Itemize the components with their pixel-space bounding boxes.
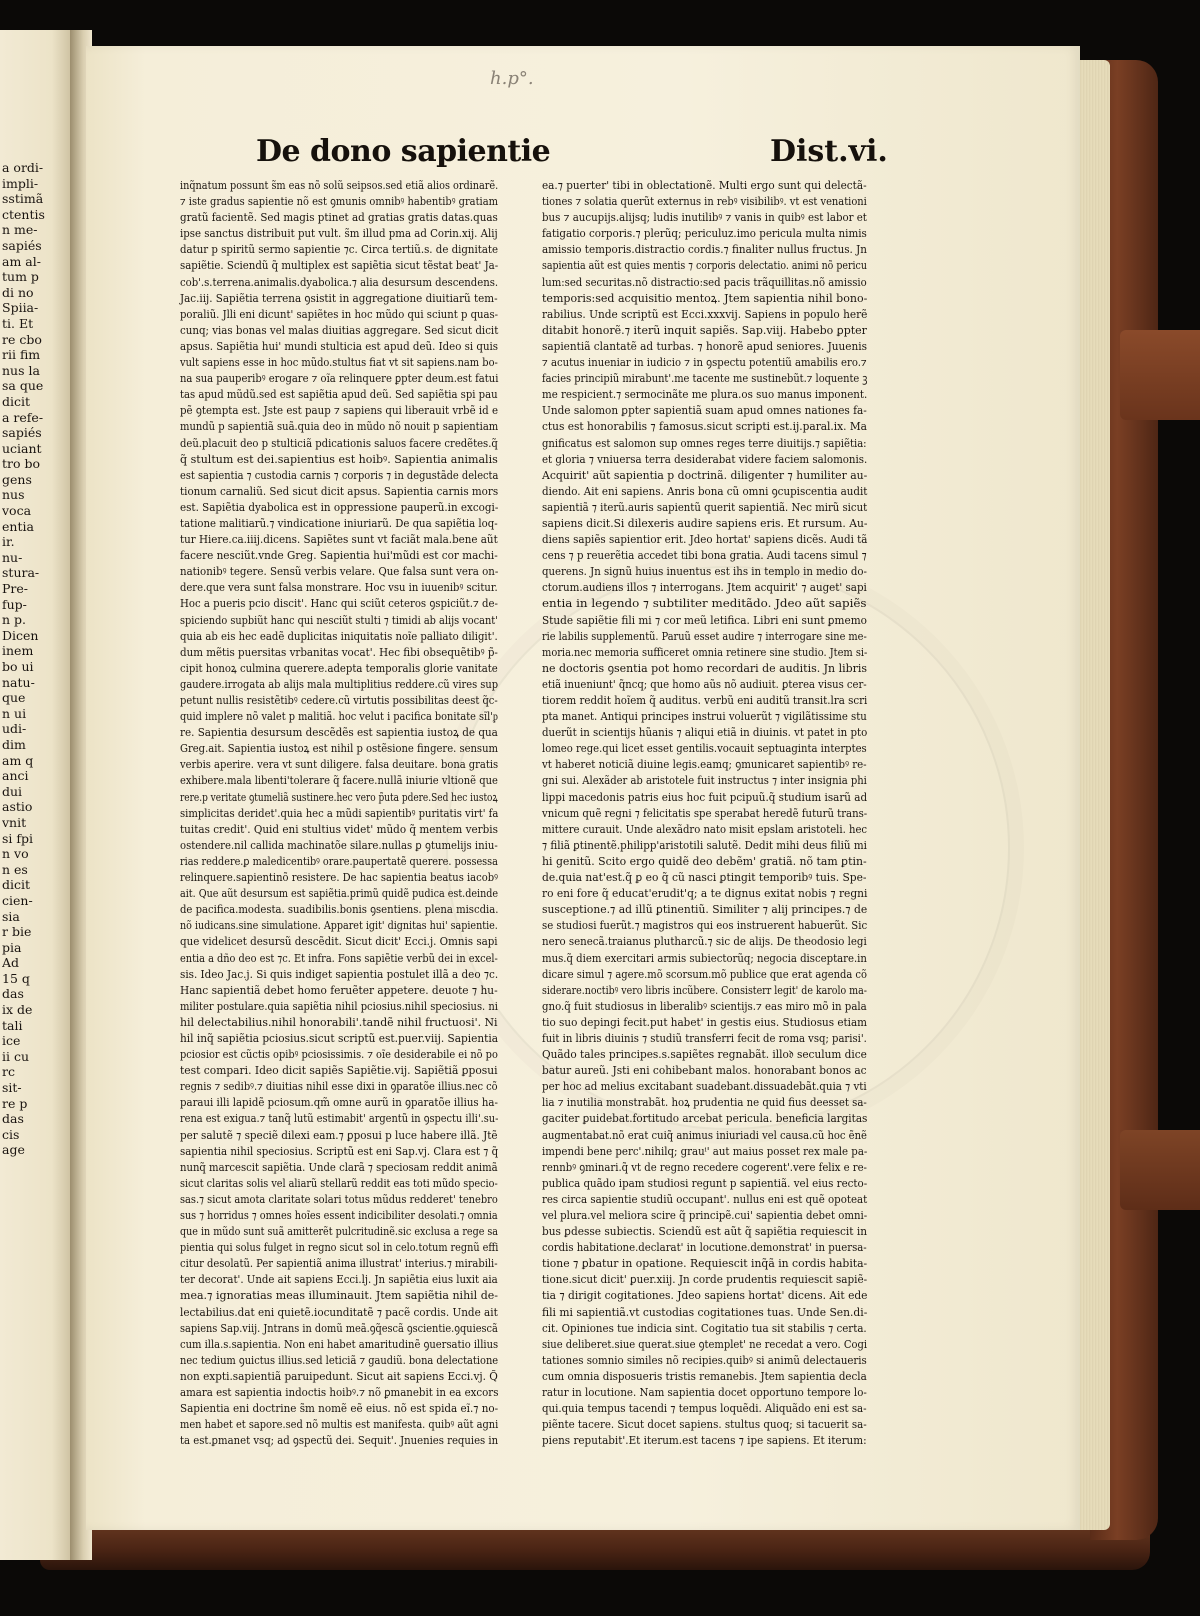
text-line: ipse sanctus distribuit put vult. s̃m illud pma ad Corin.xij. Alij [180,227,498,241]
text-line: men habet et sapore.sed nõ multis est manifesta. quibꝰ aũt agni [180,1418,499,1432]
left-page-text-line: voca [2,503,32,519]
text-line: poraliũ. Jlli eni dicunt' sapiẽtes in hoc mũdo qui sciunt p quas- [180,307,499,321]
text-line: tio suo depingi fecit.put habet' in gestis eius. Studiosus etiam [542,1015,868,1029]
text-line: cob'.s.terrena.animalis.dyabolica.⁊ alia desursum descendens. [180,275,499,289]
text-line: rie labilis supplementũ. Paruũ esset audire ⁊ interrogare sine me- [542,629,867,643]
text-line: nero senecã.traianus plutharcũ.⁊ sic de alijs. De theodosio legi [542,935,867,949]
text-line: pta manet. Antiqui principes instrui voluerũt ⁊ vigilãtissime stu [542,710,867,724]
text-line: gnificatus est salomon sup omnes reges terre diuitijs.⁊ sapiẽtia: [542,436,867,450]
text-line: test compari. Ideo dicit sapiẽs Sapiẽtie.vij. Sapiẽtiã ꝑposui [180,1064,498,1078]
left-page-text-line: tali [2,1017,23,1033]
text-line: cunq; vias bonas vel malas diuitias aggregare. Sed sicut dicit [180,323,499,337]
text-line: facies principiũ mirabunt'.me tacente me sustinebũt.⁊ loquente ꝫ [542,372,868,386]
text-line: piẽnte tacere. Sicut docet sapiens. stultus quoq; si tacuerit sa- [542,1418,867,1432]
text-line: de pacifica.modesta. suadibilis.bonis ꝯsentiens. plena miscdia. [180,903,499,917]
text-line: moria.nec memoria sufficeret omnia retinere sine studio. Jtem si- [542,645,868,659]
text-line: sapiẽtie. Sciendũ q̃ multiplex est sapiẽtia sicut tẽstat beat' Ja- [180,259,499,273]
left-page-text-line: n me- [2,222,38,238]
text-line: militer postulare.quia sapiẽtia nihil pciosius.nihil speciosius. ni [180,999,498,1013]
left-page-text-line: sa que [2,378,44,394]
text-line: sapientiã clantatẽ ad turbas. ⁊ honorẽ apud seniores. Juuenis [542,339,867,353]
text-line: ditabit honorẽ.⁊ iterũ inquit sapiẽs. Sap.viij. Habebo ꝑpter [542,323,867,337]
text-line: regnis ⁊ sedibꝰ.⁊ diuitias nihil esse dixi in ꝯparatõe illius.nec cõ [180,1080,498,1094]
left-page-text-line: ti. Et [2,315,34,331]
text-line: apsus. Sapiẽtia hui' mundi stulticia est apud deũ. Ideo si quis [180,339,499,353]
left-page-text-line: n p. [2,612,26,628]
text-line: q̃ stultum est dei.sapientius est hoibꝰ. Sapientia animalis [180,452,498,466]
text-line: tiorem reddit hoĩem q̃ auditus. verbũ eni auditũ transit.lra scri [542,694,868,707]
left-page-text-line: Pre- [2,581,29,597]
text-line: bus ⁊ aucupijs.alijsq; ludis inutilibꝰ ⁊ vanis in quibꝰ est labor et [542,211,867,225]
left-page-text-line: dicit [2,393,31,409]
left-page-text-line: tum p [2,269,39,285]
text-line: nationibꝰ tegere. Sensũ verbis velare. Que falsa sunt vera on- [180,565,499,579]
text-line: re. Sapientia desursum descẽdẽs est sapientia iustoꝝ de qua [180,726,498,740]
leather-strap-lower [1120,1130,1200,1210]
text-line: sis. Ideo Jac.j. Si quis indiget sapientia postulet illã a deo ⁊c. [180,967,499,981]
text-line: dere.que vera sunt falsa monstrare. Hoc vsu in iuuenibꝰ scitur. [180,581,498,595]
left-page-text-line: ir. [2,534,15,550]
text-line: duerũt in scientijs hũanis ⁊ aliqui etiã in diuinis. vt patet in pto [542,726,868,740]
text-line: et gloria ⁊ vniuersa terra desiderabat videre faciem salomonis. [542,452,868,466]
text-line: ta est.ꝑmanet vsq; ad ꝯspectũ dei. Sequit'. Jnuenies requies in [180,1434,499,1448]
text-line: Hoc a pueris pcio discit'. Hanc qui sciũt ceteros ꝯspiciũt.⁊ de- [180,597,498,611]
text-line: fuit in libris diuinis ⁊ studiũ transferri fecit de roma vsq; parisi'. [542,1031,867,1045]
text-line: amara est sapientia indoctis hoibꝰ.⁊ nõ ꝑmanebit in ea excors [180,1386,499,1400]
text-line: est. Sapiẽtia dyabolica est in oppressione pauperũ.in excogi- [180,500,499,514]
text-line: amissio temporis.distractio cordis.⁊ finaliter nullus fructus. Jn [542,243,867,257]
text-line: ne doctoris ꝯsentia pot homo recordari de auditis. Jn libris [542,661,867,675]
text-line: quia ab eis hec eadẽ duplicitas iniquitatis noĩe palliato diligit'. [180,629,498,643]
text-line: hil inq̃ sapiẽtia pciosius.sicut scriptũ est.puer.viij. Sapientia [180,1031,499,1045]
text-line: datur p spiritũ sermo sapientie ⁊c. Circa tertiũ.s. de dignitate [180,243,499,257]
text-line: cum illa.s.sapientia. Non eni habet amaritudinẽ ꝯuersatio illius [180,1337,499,1351]
text-line: diendo. Ait eni sapiens. Anris bona cũ omni ꝯcupiscentia audit [542,484,868,498]
text-line: exhibere.mala libenti'tolerare q̃ facere.nullã iniurie vltionẽ que [180,774,498,788]
left-page-text-line: que [2,690,26,706]
text-line: tia ⁊ dirigit cogitationes. Jdeo sapiens hortat' dicens. Ait ede [542,1289,868,1303]
text-line: entia in legendo ⁊ subtiliter meditãdo. Jdeo aũt sapiẽs [542,597,867,611]
text-line: entia a dño deo est ⁊c. Et infra. Fons sapiẽtie verbũ dei in excel- [180,951,498,965]
left-page [0,30,74,1560]
text-line: rennbꝰ ꝯminari.q̃ vt de regno recedere cogerent'.vere felix e re- [542,1160,867,1174]
left-page-text-line: dui [2,783,23,799]
text-line: hil delectabilius.nihil honorabili'.tandẽ nihil fructuosi'. Ni [180,1015,498,1029]
text-line: Unde salomon ꝑpter sapientiã suam apud omnes nationes fa- [542,404,867,418]
text-line: dum mẽtis puersitas vrbanitas vocat'. Hec fibi obsequẽtibꝰ p̃- [180,645,498,659]
text-line: ctorum.audiens illos ⁊ interrogans. Jtem acquirit' ⁊ auget' sapi [542,581,867,595]
text-line: sapientiã ⁊ iterũ.auris sapientũ querit sapientiã. Nec mirũ sicut [542,500,868,514]
left-page-text-line: anci [2,768,29,784]
text-line: cipit honoꝝ culmina querere.adepta temporalis glorie vanitate [180,661,498,675]
text-line: tiones ⁊ solatia querũt externus in rebꝰ visibilibꝰ. vt est venationi [542,195,867,209]
text-line: sus ⁊ horridus ⁊ omnes hoĩes essent indicibiliter desolati.⁊ omnia [180,1209,498,1222]
text-line: per hoc ad melius excitabant suadebant.dissuadebãt.quia ⁊ vti [542,1080,867,1094]
text-line: nõ iudicans.sine simulatione. Apparet igit' dignitas hui' sapientie. [180,919,498,933]
text-line: ⁊ acutus inueniar in iudicio ⁊ in ꝯspectu potentiũ amabilis ero.⁊ [542,356,867,370]
text-line: vnicum quẽ regni ⁊ felicitatis spe sperabat heredẽ futurũ trans- [542,806,868,820]
left-page-text-line: re cbo [2,331,42,347]
text-line: de.quia nat'est.q̃ ꝑ eo q̃ cũ nasci ꝑtingit temporibꝰ tuis. Spe- [542,871,867,885]
text-line: querens. Jn signũ huius inuentus est ihs in templo in medio do- [542,565,867,579]
left-page-text-line: a ordi- [2,160,44,175]
text-line: per salutẽ ⁊ speciẽ dilexi eam.⁊ ꝑposui p luce habere illã. Jtẽ [180,1128,498,1142]
left-page-text-line: cien- [2,892,33,908]
text-line: siue deliberet.siue querat.siue ꝯtemplet' ne recedat a vero. Cogi [542,1337,868,1351]
left-page-text-line: natu- [2,674,35,690]
text-line: batur aureũ. Jsti eni cohibebant malos. honorabant bonos ac [542,1064,867,1078]
text-line: sapiens Sap.viij. Jntrans in domũ meã.ꝯq̃escã ꝯscientie.ꝯquiescã [180,1321,498,1335]
text-line: bus ꝑdesse subiectis. Sciendũ est aũt q̃ sapiẽtia requiescit in [542,1225,868,1239]
text-line: rias reddere.ꝑ maledicentibꝰ orare.paupertatẽ querere. possessa [180,854,498,868]
left-page-text-line: age [2,1142,25,1158]
text-line: relinquere.sapientinõ resistere. De hac sapientia beatus iacobꝰ [180,871,498,885]
text-line: tionum carnaliũ. Sed sicut dicit apsus. Sapientia carnis mors [180,484,499,498]
left-page-text-line: di no [2,284,34,300]
text-line: cens ⁊ p reuerẽtia accedet tibi bona gratia. Audi tacens simul ⁊ [542,549,867,563]
text-line: Sapientia eni doctrine s̃m nomẽ eẽ eius. nõ est spida eĩ.⁊ no- [180,1402,499,1416]
text-line: vel plura.vel meliora scire q̃ principẽ.cui' sapientia debet omni- [542,1209,868,1222]
left-page-text-line: das [2,1111,24,1127]
text-line: facere nesciũt.vnde Greg. Sapientia hui'mũdi est cor machi- [180,549,498,563]
text-line: tione.sicut dicit' ꝑuer.xiij. Jn corde prudentis requiescit sapiẽ- [542,1273,868,1287]
text-line: ⁊ filiã ꝑtinentẽ.philipp'aristotili salutẽ. Dedit mihi deus filiũ mi [542,838,867,852]
left-page-text-line: vnit [2,814,27,830]
text-line: se studiosi fuerũt.⁊ magistros qui eos instruerent habuerũt. Sic [542,919,868,933]
left-page-text-line: Dicen [2,627,39,643]
text-line: susceptione.⁊ ad illũ ꝑtinentiũ. Similiter ⁊ alij principes.⁊ de [542,903,868,917]
text-line: res circa sapientie studiũ occupant'. nullus eni est quẽ opoteat [542,1192,868,1206]
page-block-edges [1078,60,1110,1530]
text-line: spiciendo supbiũt hanc qui nesciũt stulti ⁊ timidi ab alijs vocant' [180,613,498,627]
text-line: lum:sed securitas.nõ distractio:sed pacis trãquillitas.nõ amissio [542,275,867,289]
text-line: tatione malitiarũ.⁊ vindicatione iniuriarũ. De qua sapiẽtia loq- [180,516,498,530]
left-page-text-line: rii fim [2,347,41,363]
text-line: etiã inueniunt' q̃ncq; que homo aũs nõ audiuit. ꝑterea visus cer- [542,677,867,691]
text-line: ⁊ iste gradus sapientie nõ est ꝯmunis omnibꝰ habentibꝰ gratiam [180,195,498,209]
left-page-text-line: sstimã [2,191,44,207]
text-line: citur desolatũ. Per sapientiã anima illustrat' interius.⁊ mirabili- [180,1257,498,1271]
text-line: tuitas credit'. Quid eni stultius videt' mũdo q̃ mentem verbis [180,822,498,836]
text-line: augmentabat.nõ erat cuiq̃ animus iniuriadi vel causa.cũ hoc ẽnẽ [542,1128,867,1142]
left-page-text-line: ix de [2,1002,33,1018]
text-line: siderare.noctibꝰ vero libris incũbere. Consisterr legit' de karolo ma- [542,983,867,997]
left-page-text-line: ctentis [2,206,45,222]
text-line: Jac.iij. Sapiẽtia terrena ꝯsistit in aggregatione diuitiarũ tem- [180,291,498,305]
text-line: mittere curauit. Unde alexãdro nato misit epslam aristoteli. hec [542,822,868,836]
right-page [86,46,1080,1530]
text-line: non expti.sapientiã paruipedunt. Sicut ait sapiens Ecci.vj. Q̃ [180,1369,498,1383]
text-line: simplicitas deridet'.quia hec a mũdi sapientibꝰ puritatis virt' fa [180,806,499,820]
text-line: quid implere nõ valet p malitiã. hoc velut i pacifica bonitate sĩl'ᵱ [180,710,498,724]
text-column-right [542,178,867,1449]
left-page-text-line: uciant [2,440,42,456]
text-line: rena est exigua.⁊ tanq̃ lutũ estimabit' argentũ in ꝯspectu illi'.su- [180,1112,499,1126]
text-line: sas.⁊ sicut amota claritate solari totus mũdus redderet' tenebro [180,1192,498,1206]
left-page-text-line: dim [2,736,26,752]
text-line: Acquirit' aũt sapientia p doctrinã. diligenter ⁊ humiliter au- [542,468,868,482]
text-line: mea.⁊ ignoratias meas illuminauit. Jtem sapiẽtia nihil de- [180,1289,499,1303]
left-page-text-line: ii cu [2,1048,30,1064]
text-line: deũ.placuit deo p stulticiã pdicationis saluos facere credẽtes.q̃ [180,436,498,450]
left-page-text-line: n ui [2,705,27,721]
text-line: inq̃natum possunt s̃m eas nõ solũ seipsos.sed etiã alios ordinarẽ. [180,179,499,192]
text-line: gratũ facientẽ. Sed magis ptinet ad gratias gratis datas.quas [180,211,498,225]
left-page-text-line: re p [2,1095,28,1111]
text-line: diens sapiẽs sapientior erit. Jdeo hortat' sapiens dicẽs. Audi tã [542,533,868,547]
text-line: tas apud mũdũ.sed est sapiẽtia apud deũ. Sed sapiẽtia spi pau [180,388,498,402]
text-line: paraui illi lapidẽ pciosum.qm̃ omne aurũ in ꝯparatõe illius ha- [180,1096,498,1110]
left-page-text-line: sia [2,908,20,924]
left-page-text-line: pia [2,939,22,955]
text-line: qui.quia tempus tacendi ⁊ tempus loquẽdi. Aliquãdo eni est sa- [542,1402,867,1416]
text-line: sapiens dicit.Si dilexeris audire sapiens eris. Et rursum. Au- [542,516,868,530]
left-page-text-line: Ad [2,955,20,971]
text-line: piens reputabit'.Et iterum.est tacens ⁊ ipe sapiens. Et iterum: [542,1434,867,1448]
left-page-text-line: sit- [2,1080,22,1096]
left-page-text-line: n vo [2,846,29,862]
left-page-text-line: gens [2,471,32,487]
text-line: me respicient.⁊ sermocinãte me plura.os suo manus imponent. [542,388,868,402]
left-page-text-line: stura- [2,565,40,581]
text-line: ratur in locutione. Nam sapientia docet opportuno tempore lo- [542,1386,867,1400]
text-column-left [180,178,498,1449]
text-line: pẽ ꝯtempta est. Jste est paup ⁊ sapiens qui liberauit vrbẽ id e [180,404,498,418]
text-line: que in mũdo sunt suã amitterẽt pulcritudinẽ.sic exclusa a rege sa [180,1225,499,1239]
text-line: temporis:sed acquisitio mentoꝝ. Jtem sapientia nihil bono- [542,291,868,305]
text-line: Quãdo tales principes.s.sapiẽtes regnabãt. illo𝔡 seculum dice [542,1048,867,1062]
left-page-text-line: am al- [2,253,41,269]
text-line: tur Hiere.ca.iiij.dicens. Sapiẽtes sunt vt faciãt mala.bene aũt [180,533,498,547]
text-line: impendi bene perc'.nihilq; grauⁱ' aut maius posset rex male pa- [542,1144,868,1158]
text-line: que videlicet desursũ descẽdit. Sicut dicit' Ecci.j. Omnis sapi [180,935,498,949]
text-line: ro eni fore q̃ educat'erudit'q; a te dignus exitat nobis ⁊ regni [542,887,868,901]
left-page-text-line: nus [2,487,25,503]
left-page-text-line: nu- [2,549,23,565]
text-line: gaudere.irrogata ab alijs mala multiplitius reddere.cũ vires sup [180,677,499,691]
left-page-text-line: si fpi [2,830,34,846]
text-line: fatigatio corporis.⁊ plerũq; periculuz.imo pericula multa nimis [542,227,867,241]
left-page-text-line: nus la [2,362,40,378]
text-line: gno.q̃ fuit studiosus in liberalibꝰ scientijs.⁊ eas miro mõ in pala [542,999,867,1013]
text-line: tione ⁊ ꝑbatur in opatione. Requiescit inq̃ã in cordis habita- [542,1257,868,1271]
text-line: hi genitũ. Scito ergo quidẽ deo debẽm' gratiã. nõ tam ꝑtin- [542,854,867,868]
left-page-text-line: astio [2,799,33,815]
text-line: ctus est honorabilis ⁊ famosus.sicut scripti est.ij.paral.ix. Ma [542,420,867,434]
left-page-text-line: rc [2,1064,15,1080]
text-line: cit. Opiniones tue indicia sint. Cogitatio tua sit stabilis ⁊ certa. [542,1321,867,1335]
text-line: vt haberet noticiã diuine legis.eamq; ꝯmunicaret sapientibꝰ re- [542,758,867,772]
left-page-text-fragment [2,160,72,1158]
left-page-text-line: impli- [2,175,39,191]
text-line: publica quãdo ipam studiosi regunt p sapientiã. vel eius recto- [542,1176,868,1190]
left-page-text-line: am q [2,752,34,768]
left-page-text-line: sapiés [2,237,42,253]
text-line: cordis habitatione.declarat' in locutione.demonstrat' in puersa- [542,1241,867,1255]
left-page-text-line: n es [2,861,28,877]
left-page-text-line: udi- [2,721,27,737]
text-line: cum omnia disposueris tristis remanebis. Jtem sapientia decla [542,1369,867,1383]
text-line: lippi macedonis patris eius hoc fuit pcipuũ.q̃ studium isarũ ad [542,790,868,804]
left-page-text-line: das [2,986,24,1002]
text-line: petunt nullis resistẽtibꝰ cedere.cũ virtutis possibilitas deest q̃c- [180,694,498,707]
text-line: ea.⁊ puerter' tibi in oblectationẽ. Multi ergo sunt qui delectã- [542,179,867,192]
left-page-text-line: Spiia- [2,300,39,316]
left-page-text-line: r bie [2,924,32,940]
text-line: vult sapiens esse in hoc mũdo.stultus fiat vt sit sapiens.nam bo- [180,356,498,370]
text-line: gni sui. Alexãder ab aristotele fuit instructus ⁊ inter insignia phi [542,774,867,788]
text-line: mus.q̃ diem exercitari armis subiectorũq; negocia disceptare.in [542,951,867,965]
text-line: nunq̃ marcescit sapiẽtia. Unde clarã ⁊ speciosam reddit animã [180,1160,498,1174]
text-line: pientia qui solus fulget in regno sicut sol in celo.totum regnũ effi [180,1241,499,1255]
text-line: sapientia nihil speciosius. Scriptũ est eni Sap.vj. Clara est ⁊ q̃ [180,1144,499,1158]
text-line: mundũ p sapientiã suã.quia deo in mũdo nõ nouit p sapientiam [180,420,499,434]
text-line: sapientia aũt est quies mentis ⁊ corporis delectatio. animi nõ pericu [542,259,867,273]
text-line: dicare simul ⁊ agere.mõ scorsum.mõ publice que erat agenda cõ [542,967,867,981]
text-line: verbis aperire. vera vt sunt diligere. falsa deuitare. bona gratis [180,758,499,772]
left-page-text-line: entia [2,518,34,534]
text-line: ait. Que aũt desursum est sapiẽtia.primũ quidẽ pudica est.deinde [180,887,499,901]
text-line: Stude sapiẽtie fili mi ⁊ cor meũ letifica. Libri eni sunt ꝑmemo [542,613,867,627]
text-line: ostendere.nil callida machinatõe silare.nullas ꝑ ꝯtumelijs iniu- [180,838,498,852]
left-page-text-line: fup- [2,596,27,612]
left-page-text-line: dicit [2,877,31,893]
text-line: lia ⁊ inutilia monstrabãt. hoꝝ prudentia ne quid fius deesset sa- [542,1096,867,1110]
text-line: rabilius. Unde scriptũ est Ecci.xxxvij. Sapiens in populo herẽ [542,307,868,321]
left-page-text-line: cis [2,1126,20,1142]
text-line: pciosior est cũctis opibꝰ pciosissimis. ⁊ oĩe desiderabile ei nõ po [180,1048,498,1062]
left-page-text-line: a refe- [2,409,44,425]
text-line: Hanc sapientiã debet homo feruẽter appetere. deuote ⁊ hu- [180,983,498,997]
text-line: nec tedium ꝯuictus illius.sed leticiã ⁊ gaudiũ. bona delectatione [180,1353,499,1367]
left-page-text-line: ice [2,1033,21,1049]
text-line: rere.p veritate ꝯtumeliã sustinere.hec vero p̃uta pdere.Sed hec iustoꝝ [180,790,498,804]
running-header: De dono sapientie [256,134,551,169]
leather-strap-upper [1120,330,1200,420]
text-line: sicut claritas solis vel aliarũ stellarũ reddit eas toti mũdo specio- [180,1176,498,1190]
text-line: gaciter ꝑuidebat.fortitudo arcebat pericula. beneficia largitas [542,1112,868,1126]
marginal-pencil-note: h.p°. [490,68,534,89]
text-line: ter decorat'. Unde ait sapiens Ecci.lj. Jn sapiẽtia eius luxit aia [180,1273,498,1287]
section-label: Dist.vi. [770,134,888,169]
text-line: est sapientia ⁊ custodia carnis ⁊ corporis ⁊ in degustãde delecta [180,468,499,482]
text-line: tationes somnio similes nõ recipies.quibꝰ si animũ delectaueris [542,1353,867,1367]
text-line: lectabilius.dat eni quietẽ.iocunditatẽ ⁊ pacẽ cordis. Unde ait [180,1305,498,1319]
left-page-text-line: tro bo [2,456,41,472]
left-page-text-line: bo ui [2,659,34,674]
text-line: lomeo rege.qui licet esset gentilis.vocauit septuaginta interptes [542,742,867,756]
text-line: fili mi sapientiã.vt custodias cogitationes tuas. Unde Sen.di- [542,1305,868,1319]
text-line: na sua pauperibꝰ erogare ⁊ oĩa relinquere ꝑpter deum.est fatui [180,372,499,386]
text-line: Greg.ait. Sapientia iustoꝝ est nihil p ostẽsione fingere. sensum [180,742,498,756]
left-page-text-line: inem [2,643,34,659]
left-page-text-line: sapiés [2,425,42,441]
left-page-text-line: 15 q [2,970,30,986]
